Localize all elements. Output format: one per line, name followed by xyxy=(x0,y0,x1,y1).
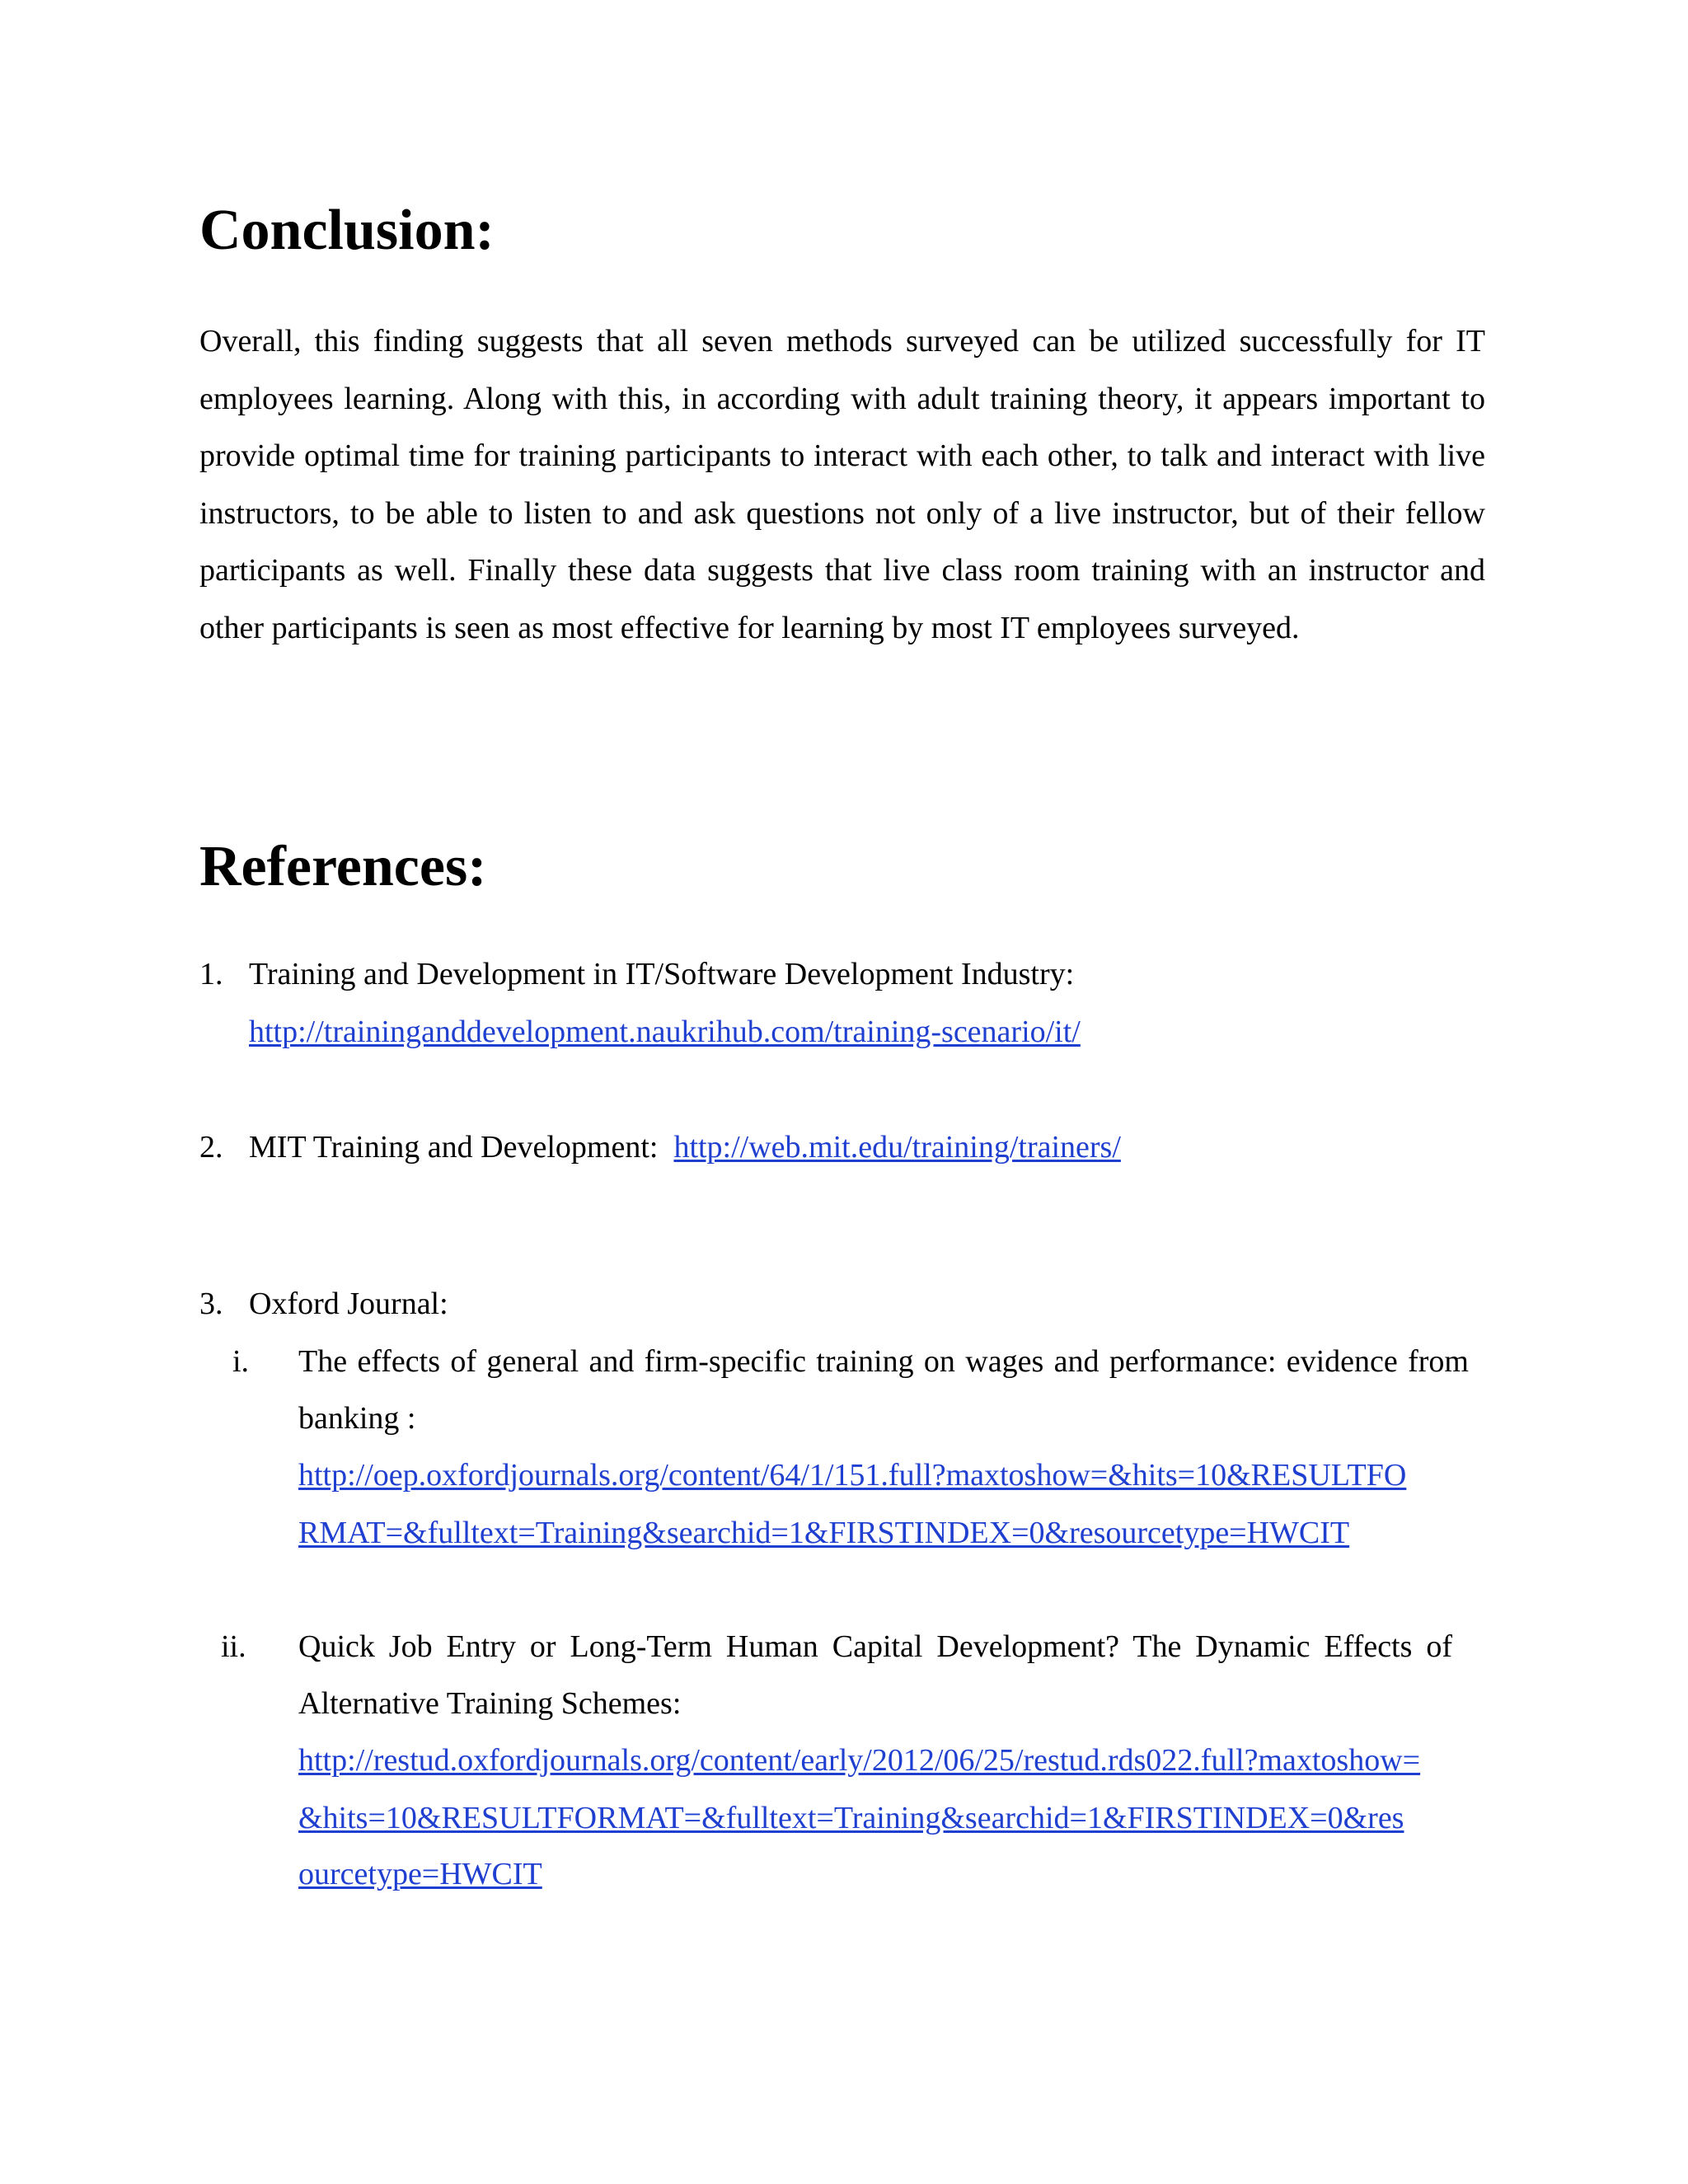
references-heading: References: xyxy=(199,835,487,898)
reference-3-sub-i-title: The effects of general and firm-specific training on wages and performance: evidence from banking : xyxy=(298,1344,1469,1436)
reference-2-line xyxy=(249,1119,1485,1176)
reference-3-sub-ii-link-line-2 xyxy=(298,1790,1502,1847)
conclusion-paragraph: Overall, this finding suggests that all seven methods surveyed can be utilized successfully for IT employees learning. Along with this, in according with adult training theory, it appears important to provide optimal time for training participants to interact with each other, to talk and interact with live instructors, to be able to listen to and ask questions not only of a live instructor, but of their fellow participants as well. Finally these data suggests that live class room training with an instructor and other participants is seen as most effective for learning by most IT employees surveyed. xyxy=(199,324,1485,645)
reference-3-sub-i-link-line-2 xyxy=(298,1505,1502,1562)
reference-3-number: 3. xyxy=(199,1286,223,1321)
reference-2-link[interactable]: http://web.mit.edu/training/trainers/ xyxy=(673,1130,1121,1165)
reference-2-number: 2. xyxy=(199,1130,223,1165)
reference-2-title: MIT Training and Development: xyxy=(249,1130,659,1165)
reference-3-sub-ii-number: ii. xyxy=(221,1629,246,1664)
reference-1-title: Training and Development in IT/Software Development Industry: xyxy=(249,957,1075,991)
conclusion-heading: Conclusion: xyxy=(199,199,495,262)
reference-3-sub-ii-link-part-1[interactable]: http://restud.oxfordjournals.org/content/early/2012/06/25/restud.rds022.full?maxtoshow= xyxy=(298,1743,1421,1778)
reference-3-title: Oxford Journal: xyxy=(249,1286,448,1321)
reference-3-sub-i-link-line-1 xyxy=(298,1447,1502,1504)
reference-3-sub-ii-link-part-3[interactable]: ourcetype=HWCIT xyxy=(298,1857,542,1891)
reference-3-sub-i-number: i. xyxy=(232,1344,250,1379)
reference-3-sub-i-link-part-2[interactable]: RMAT=&fulltext=Training&searchid=1&FIRSTINDEX=0&resourcetype=HWCIT xyxy=(298,1516,1350,1550)
reference-3-sub-ii-link-line-1 xyxy=(298,1732,1502,1789)
reference-3-sub-ii-link-part-2[interactable]: &hits=10&RESULTFORMAT=&fulltext=Training&searchid=1&FIRSTINDEX=0&res xyxy=(298,1801,1404,1835)
reference-3-sub-ii-title: Quick Job Entry or Long-Term Human Capital Development? The Dynamic Effects of Alternative Training Schemes: xyxy=(298,1629,1452,1721)
reference-1-number: 1. xyxy=(199,957,223,991)
reference-1-link[interactable]: http://traininganddevelopment.naukrihub.com/training-scenario/it/ xyxy=(249,1015,1081,1049)
reference-3-sub-ii-link-line-3 xyxy=(298,1846,1502,1903)
reference-3-sub-i-link-part-1[interactable]: http://oep.oxfordjournals.org/content/64/1/151.full?maxtoshow=&hits=10&RESULTFO xyxy=(298,1458,1407,1493)
reference-1-link-line xyxy=(249,1004,1485,1061)
